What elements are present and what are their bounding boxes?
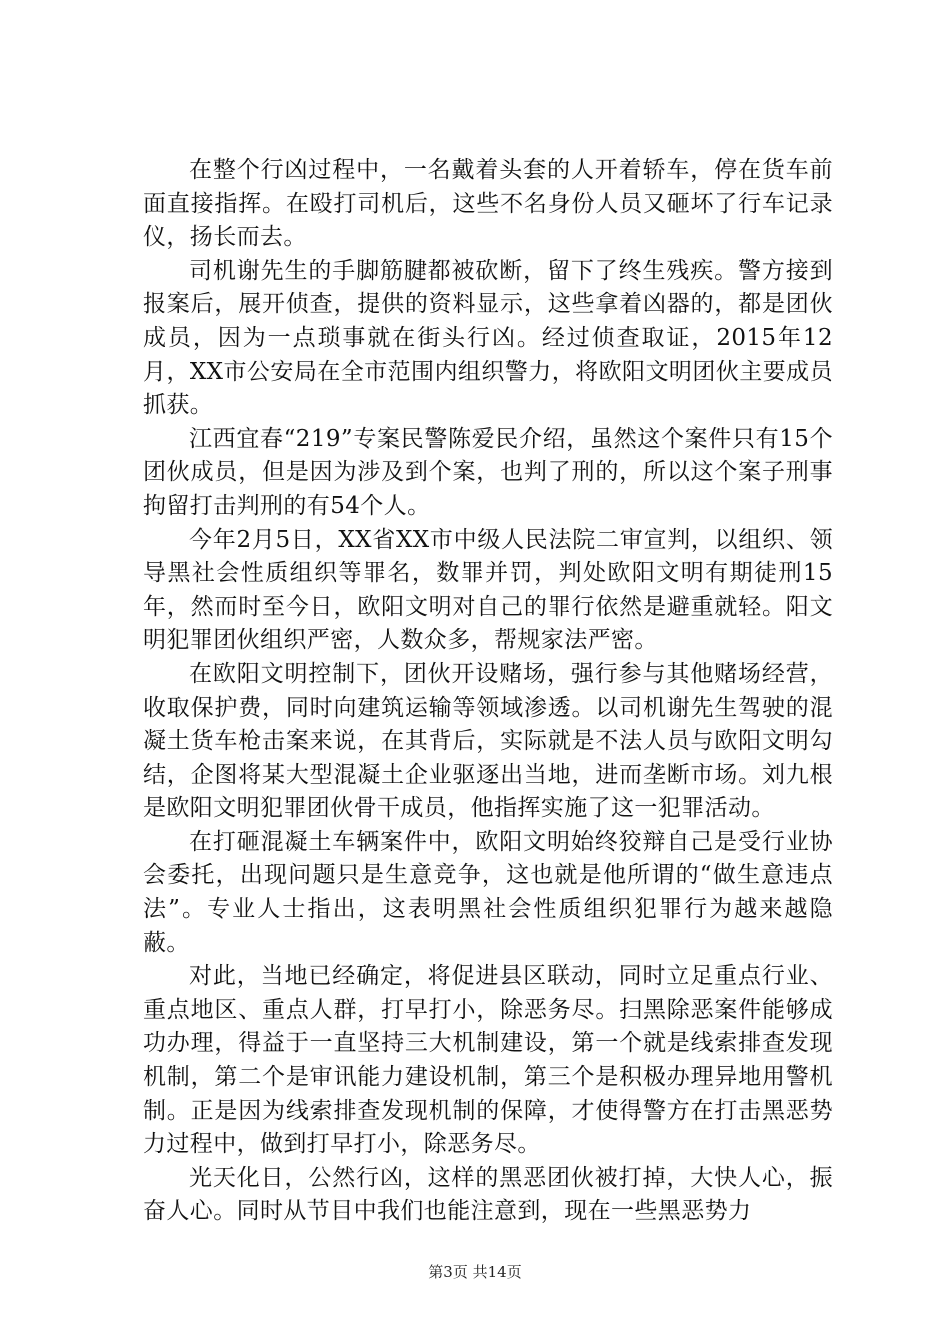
document-body xyxy=(143,154,833,1229)
paragraph-5: 在欧阳文明控制下，团伙开设赌场，强行参与其他赌场经营，收取保护费，同时向建筑运输等领域渗透。以司机谢先生驾驶的混凝土货车枪击案来说，在其背后，实际就是不法人员与欧阳文明勾结，企图将某大型混凝土企业驱逐出当地，进而垄断市场。刘九根是欧阳文明犯罪团伙骨干成员，他指挥实施了这一犯罪活动。 xyxy=(143,660,833,822)
paragraph-2: 司机谢先生的手脚筋腱都被砍断，留下了终生残疾。警方接到报案后，展开侦查，提供的资料显示，这些拿着凶器的，都是团伙成员，因为一点琐事就在街头行凶。经过侦查取证，2015年12月，XX市公安局在全市范围内组织警力，将欧阳文明团伙主要成员抓获。 xyxy=(143,257,833,419)
paragraph-4: 今年2月5日，XX省XX市中级人民法院二审宣判，以组织、领导黑社会性质组织等罪名，数罪并罚，判处欧阳文明有期徒刑15年，然而时至今日，欧阳文明对自己的罪行依然是避重就轻。阳文明犯罪团伙组织严密，人数众多，帮规家法严密。 xyxy=(143,526,833,654)
paragraph-3: 江西宜春“219”专案民警陈爱民介绍，虽然这个案件只有15个团伙成员，但是因为涉及到个案，也判了刑的，所以这个案子刑事拘留打击判刑的有54个人。 xyxy=(143,425,833,519)
paragraph-7: 对此，当地已经确定，将促进县区联动，同时立足重点行业、重点地区、重点人群，打早打小，除恶务尽。扫黑除恶案件能够成功办理，得益于一直坚持三大机制建设，第一个就是线索排查发现机制，第二个是审讯能力建设机制，第三个是积极办理异地用警机制。正是因为线索排查发现机制的保障，才使得警方在打击黑恶势力过程中，做到打早打小，除恶务尽。 xyxy=(143,963,833,1158)
paragraph-6: 在打砸混凝土车辆案件中，欧阳文明始终狡辩自己是受行业协会委托，出现问题只是生意竞争，这也就是他所谓的“做生意违点法”。专业人士指出，这表明黑社会性质组织犯罪行为越来越隐蔽。 xyxy=(143,828,833,956)
page-footer: 第3页 共14页 xyxy=(428,1263,522,1281)
paragraph-8: 光天化日，公然行凶，这样的黑恶团伙被打掉，大快人心，振奋人心。同时从节目中我们也能注意到，现在一些黑恶势力 xyxy=(143,1164,833,1225)
paragraph-1: 在整个行凶过程中，一名戴着头套的人开着轿车，停在货车前面直接指挥。在殴打司机后，这些不名身份人员又砸坏了行车记录仪，扬长而去。 xyxy=(143,157,833,251)
